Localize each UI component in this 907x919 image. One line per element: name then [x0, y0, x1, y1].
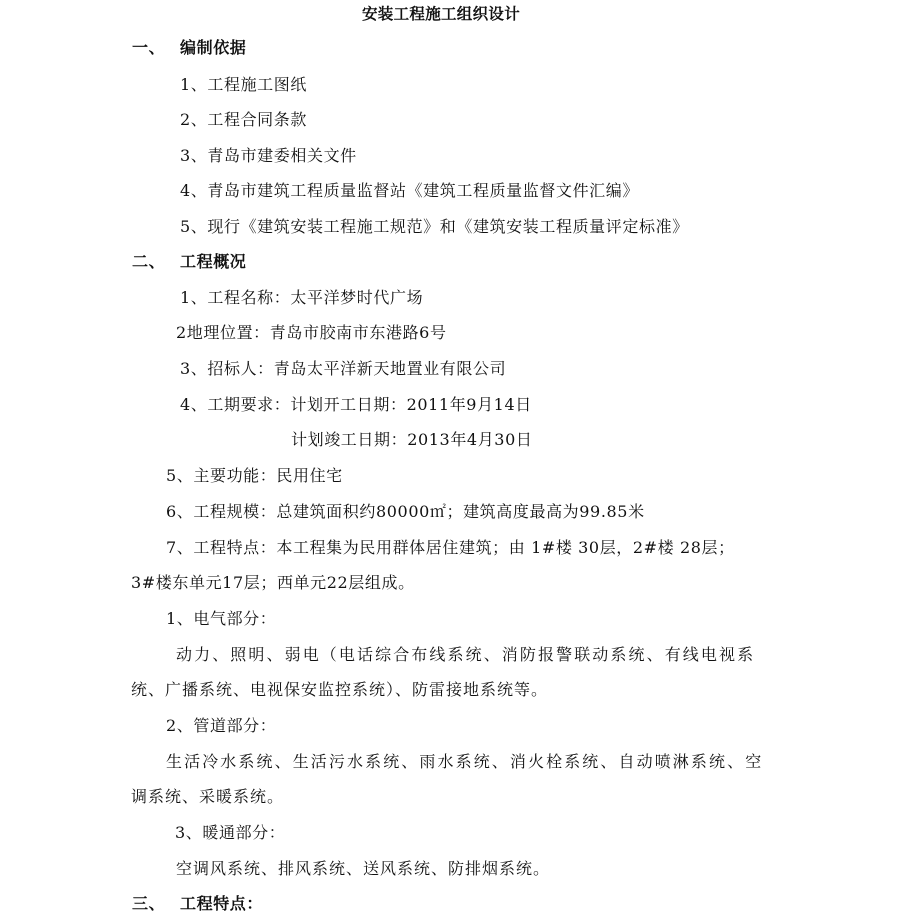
electrical-title: 1、电气部分： — [166, 609, 277, 628]
section-heading-basis — [132, 38, 246, 58]
project-period-end: 计划竣工日期：2013年4月30日 — [291, 430, 533, 449]
project-scale: 6、工程规模：总建筑面积约80000㎡；建筑高度最高为99.85米 — [166, 502, 645, 521]
project-location: 2地理位置：青岛市胶南市东港路6号 — [176, 323, 447, 342]
electrical-line-2: 统、广播系统、电视保安监控系统）、防雷接地系统等。 — [131, 680, 549, 699]
project-features-line-2: 3#楼东单元17层；西单元22层组成。 — [131, 573, 415, 592]
section-heading-features — [132, 894, 263, 914]
section-title: 工程特点： — [180, 894, 264, 913]
document-title: 安装工程施工组织设计 — [362, 5, 521, 23]
section-number: 一、 — [132, 38, 166, 57]
section-number: 二、 — [132, 252, 166, 271]
project-period-start: 4、工期要求：计划开工日期：2011年9月14日 — [180, 395, 532, 414]
basis-item-5: 5、现行《建筑安装工程施工规范》和《建筑安装工程质量评定标准》 — [180, 217, 689, 236]
project-function: 5、主要功能：民用住宅 — [166, 466, 343, 485]
section-number: 三、 — [132, 894, 166, 913]
electrical-line-1: 动力、照明、弱电（电话综合布线系统、消防报警联动系统、有线电视系 — [176, 645, 756, 664]
section-title: 编制依据 — [180, 38, 247, 57]
project-tenderer: 3、招标人：青岛太平洋新天地置业有限公司 — [180, 359, 507, 378]
basis-item-3: 3、青岛市建委相关文件 — [180, 146, 357, 165]
basis-item-2: 2、工程合同条款 — [180, 110, 307, 129]
project-features-line-1: 7、工程特点：本工程集为民用群体居住建筑；由 1#楼 30层，2#楼 28层； — [166, 538, 735, 557]
hvac-line-1: 空调风系统、排风系统、送风系统、防排烟系统。 — [176, 859, 551, 878]
pipe-title: 2、管道部分： — [166, 716, 277, 735]
basis-item-4: 4、青岛市建筑工程质量监督站《建筑工程质量监督文件汇编》 — [180, 181, 639, 200]
section-title: 工程概况 — [180, 252, 247, 271]
section-heading-overview — [132, 252, 246, 272]
pipe-line-2: 调系统、采暖系统。 — [131, 787, 285, 806]
hvac-title: 3、暖通部分： — [175, 823, 286, 842]
pipe-line-1: 生活冷水系统、生活污水系统、雨水系统、消火栓系统、自动喷淋系统、空 — [166, 752, 764, 771]
basis-item-1: 1、工程施工图纸 — [180, 75, 307, 94]
project-name: 1、工程名称：太平洋梦时代广场 — [180, 288, 424, 307]
